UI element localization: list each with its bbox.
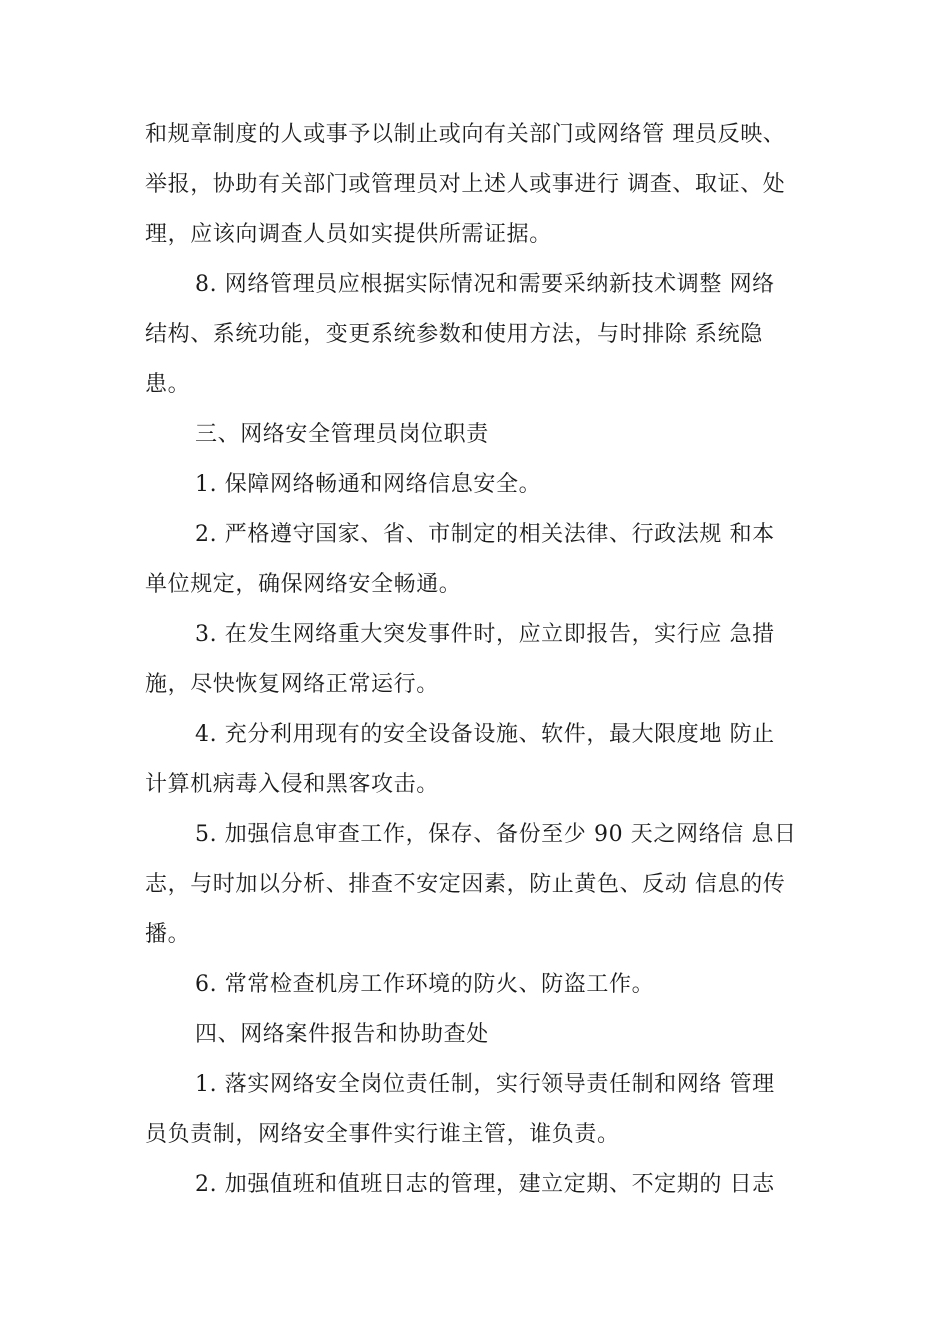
text-line: 5. 加强信息审查工作，保存、备份至少 90 天之网络信 息日	[195, 822, 797, 847]
paragraph-item-8	[145, 260, 825, 410]
paragraph-item-1-section-4	[145, 1060, 825, 1160]
paragraph-item-6	[145, 960, 825, 1010]
text-line: 2. 加强值班和值班日志的管理，建立定期、不定期的 日志	[195, 1172, 775, 1197]
text-line: 3. 在发生网络重大突发事件时，应立即报告，实行应 急措	[195, 622, 775, 647]
text-line: 施，尽快恢复网络正常运行。	[145, 672, 439, 697]
text-line: 1. 落实网络安全岗位责任制，实行领导责任制和网络 管理	[195, 1072, 775, 1097]
paragraph-item-4	[145, 710, 825, 810]
text-line: 计算机病毒入侵和黑客攻击。	[145, 772, 439, 797]
text-line: 举报，协助有关部门或管理员对上述人或事进行 调查、取证、处	[145, 172, 786, 197]
text-line: 志，与时加以分析、排查不安定因素，防止黄色、反动 信息的传	[145, 872, 786, 897]
text-line: 2. 严格遵守国家、省、市制定的相关法律、行政法规 和本	[195, 522, 775, 547]
text-line: 6. 常常检查机房工作环境的防火、防盗工作。	[195, 972, 655, 997]
section-heading-3	[145, 410, 825, 460]
paragraph-item-2	[145, 510, 825, 610]
text-line: 和规章制度的人或事予以制止或向有关部门或网络管 理员反映、	[145, 122, 786, 147]
section-heading-4	[145, 1010, 825, 1060]
paragraph-item-1	[145, 460, 825, 510]
text-line: 1. 保障网络畅通和网络信息安全。	[195, 472, 542, 497]
text-line: 理，应该向调查人员如实提供所需证据。	[145, 222, 552, 247]
text-line: 单位规定，确保网络安全畅通。	[145, 572, 462, 597]
text-line: 患。	[145, 372, 191, 397]
heading-text: 四、网络案件报告和协助查处	[195, 1022, 489, 1047]
paragraph-continuation	[145, 110, 825, 260]
paragraph-item-2-section-4	[145, 1160, 825, 1210]
text-line: 8. 网络管理员应根据实际情况和需要采纳新技术调整 网络	[195, 272, 775, 297]
text-line: 播。	[145, 922, 191, 947]
text-line: 员负责制，网络安全事件实行谁主管，谁负责。	[145, 1122, 620, 1147]
heading-text: 三、网络安全管理员岗位职责	[195, 422, 489, 447]
paragraph-item-3	[145, 610, 825, 710]
text-line: 结构、系统功能，变更系统参数和使用方法，与时排除 系统隐	[145, 322, 763, 347]
text-line: 4. 充分利用现有的安全设备设施、软件，最大限度地 防止	[195, 722, 775, 747]
paragraph-item-5	[145, 810, 825, 960]
